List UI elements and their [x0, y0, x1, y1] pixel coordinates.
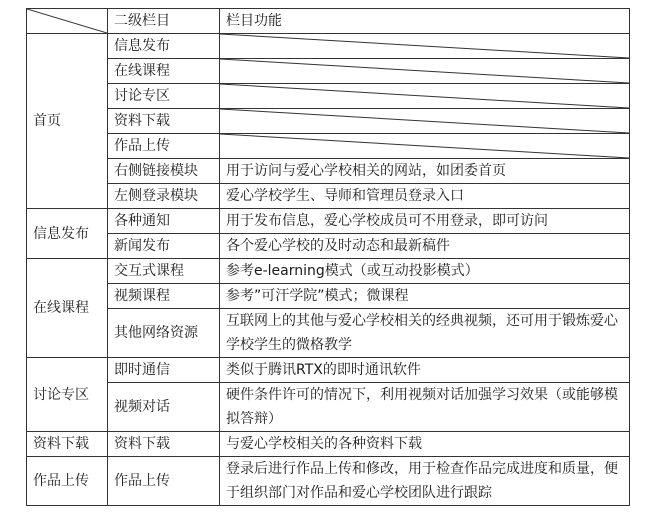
function-text: 各个爱心学校的及时动态和最新稿件 [220, 234, 630, 259]
group-label-downloads: 资料下载 [27, 432, 108, 457]
sub-item: 作品上传 [108, 457, 220, 506]
empty-function-cell [220, 109, 630, 134]
sub-item: 新闻发布 [108, 234, 220, 259]
sub-item: 视频课程 [108, 284, 220, 309]
group-label-courses: 在线课程 [27, 259, 108, 358]
table-row [27, 159, 630, 184]
table-row [27, 383, 630, 432]
empty-function-cell [220, 84, 630, 109]
table-row [27, 109, 630, 134]
table-row [27, 457, 630, 506]
header-secondary-column: 二级栏目 [108, 9, 220, 34]
function-text: 互联网上的其他与爱心学校相关的经典视频，还可用于锻炼爱心学校学生的微格教学 [220, 309, 630, 358]
empty-function-cell [220, 134, 630, 159]
function-text: 爱心学校学生、导师和管理员登录入口 [220, 184, 630, 209]
function-text: 参考e-learning模式（或互动投影模式） [220, 259, 630, 284]
table-row [27, 358, 630, 383]
sub-item: 在线课程 [108, 59, 220, 84]
sub-item: 信息发布 [108, 34, 220, 59]
corner-cell [27, 9, 108, 34]
sub-item: 资料下载 [108, 109, 220, 134]
group-label-uploads: 作品上传 [27, 457, 108, 506]
sub-item: 左侧登录模块 [108, 184, 220, 209]
function-text: 与爱心学校相关的各种资料下载 [220, 432, 630, 457]
function-text: 类似于腾讯RTX的即时通讯软件 [220, 358, 630, 383]
table-row [27, 234, 630, 259]
empty-function-cell [220, 34, 630, 59]
sub-item: 交互式课程 [108, 259, 220, 284]
table-row [27, 309, 630, 358]
function-text: 用于发布信息，爱心学校成员可不用登录，即可访问 [220, 209, 630, 234]
function-text: 硬件条件许可的情况下，利用视频对话加强学习效果（或能够模拟答辩） [220, 383, 630, 432]
sub-item: 资料下载 [108, 432, 220, 457]
table-row [27, 209, 630, 234]
sub-item: 即时通信 [108, 358, 220, 383]
column-structure-table [26, 8, 630, 506]
sub-item: 右侧链接模块 [108, 159, 220, 184]
table-row [27, 59, 630, 84]
empty-function-cell [220, 59, 630, 84]
header-function-column: 栏目功能 [220, 9, 630, 34]
sub-item: 讨论专区 [108, 84, 220, 109]
sub-item: 其他网络资源 [108, 309, 220, 358]
table-row [27, 259, 630, 284]
table-row [27, 184, 630, 209]
header-row [27, 9, 630, 34]
table-row [27, 134, 630, 159]
sub-item: 视频对话 [108, 383, 220, 432]
group-label-home: 首页 [27, 34, 108, 209]
group-label-news: 信息发布 [27, 209, 108, 259]
group-label-discussion: 讨论专区 [27, 358, 108, 432]
table-row [27, 284, 630, 309]
function-text: 用于访问与爱心学校相关的网站，如团委首页 [220, 159, 630, 184]
table-row [27, 84, 630, 109]
sub-item: 各种通知 [108, 209, 220, 234]
sub-item: 作品上传 [108, 134, 220, 159]
table-row [27, 432, 630, 457]
function-text: 参考”可汗学院”模式；微课程 [220, 284, 630, 309]
function-text: 登录后进行作品上传和修改，用于检查作品完成进度和质量，便于组织部门对作品和爱心学校团队进行跟踪 [220, 457, 630, 506]
table-row [27, 34, 630, 59]
